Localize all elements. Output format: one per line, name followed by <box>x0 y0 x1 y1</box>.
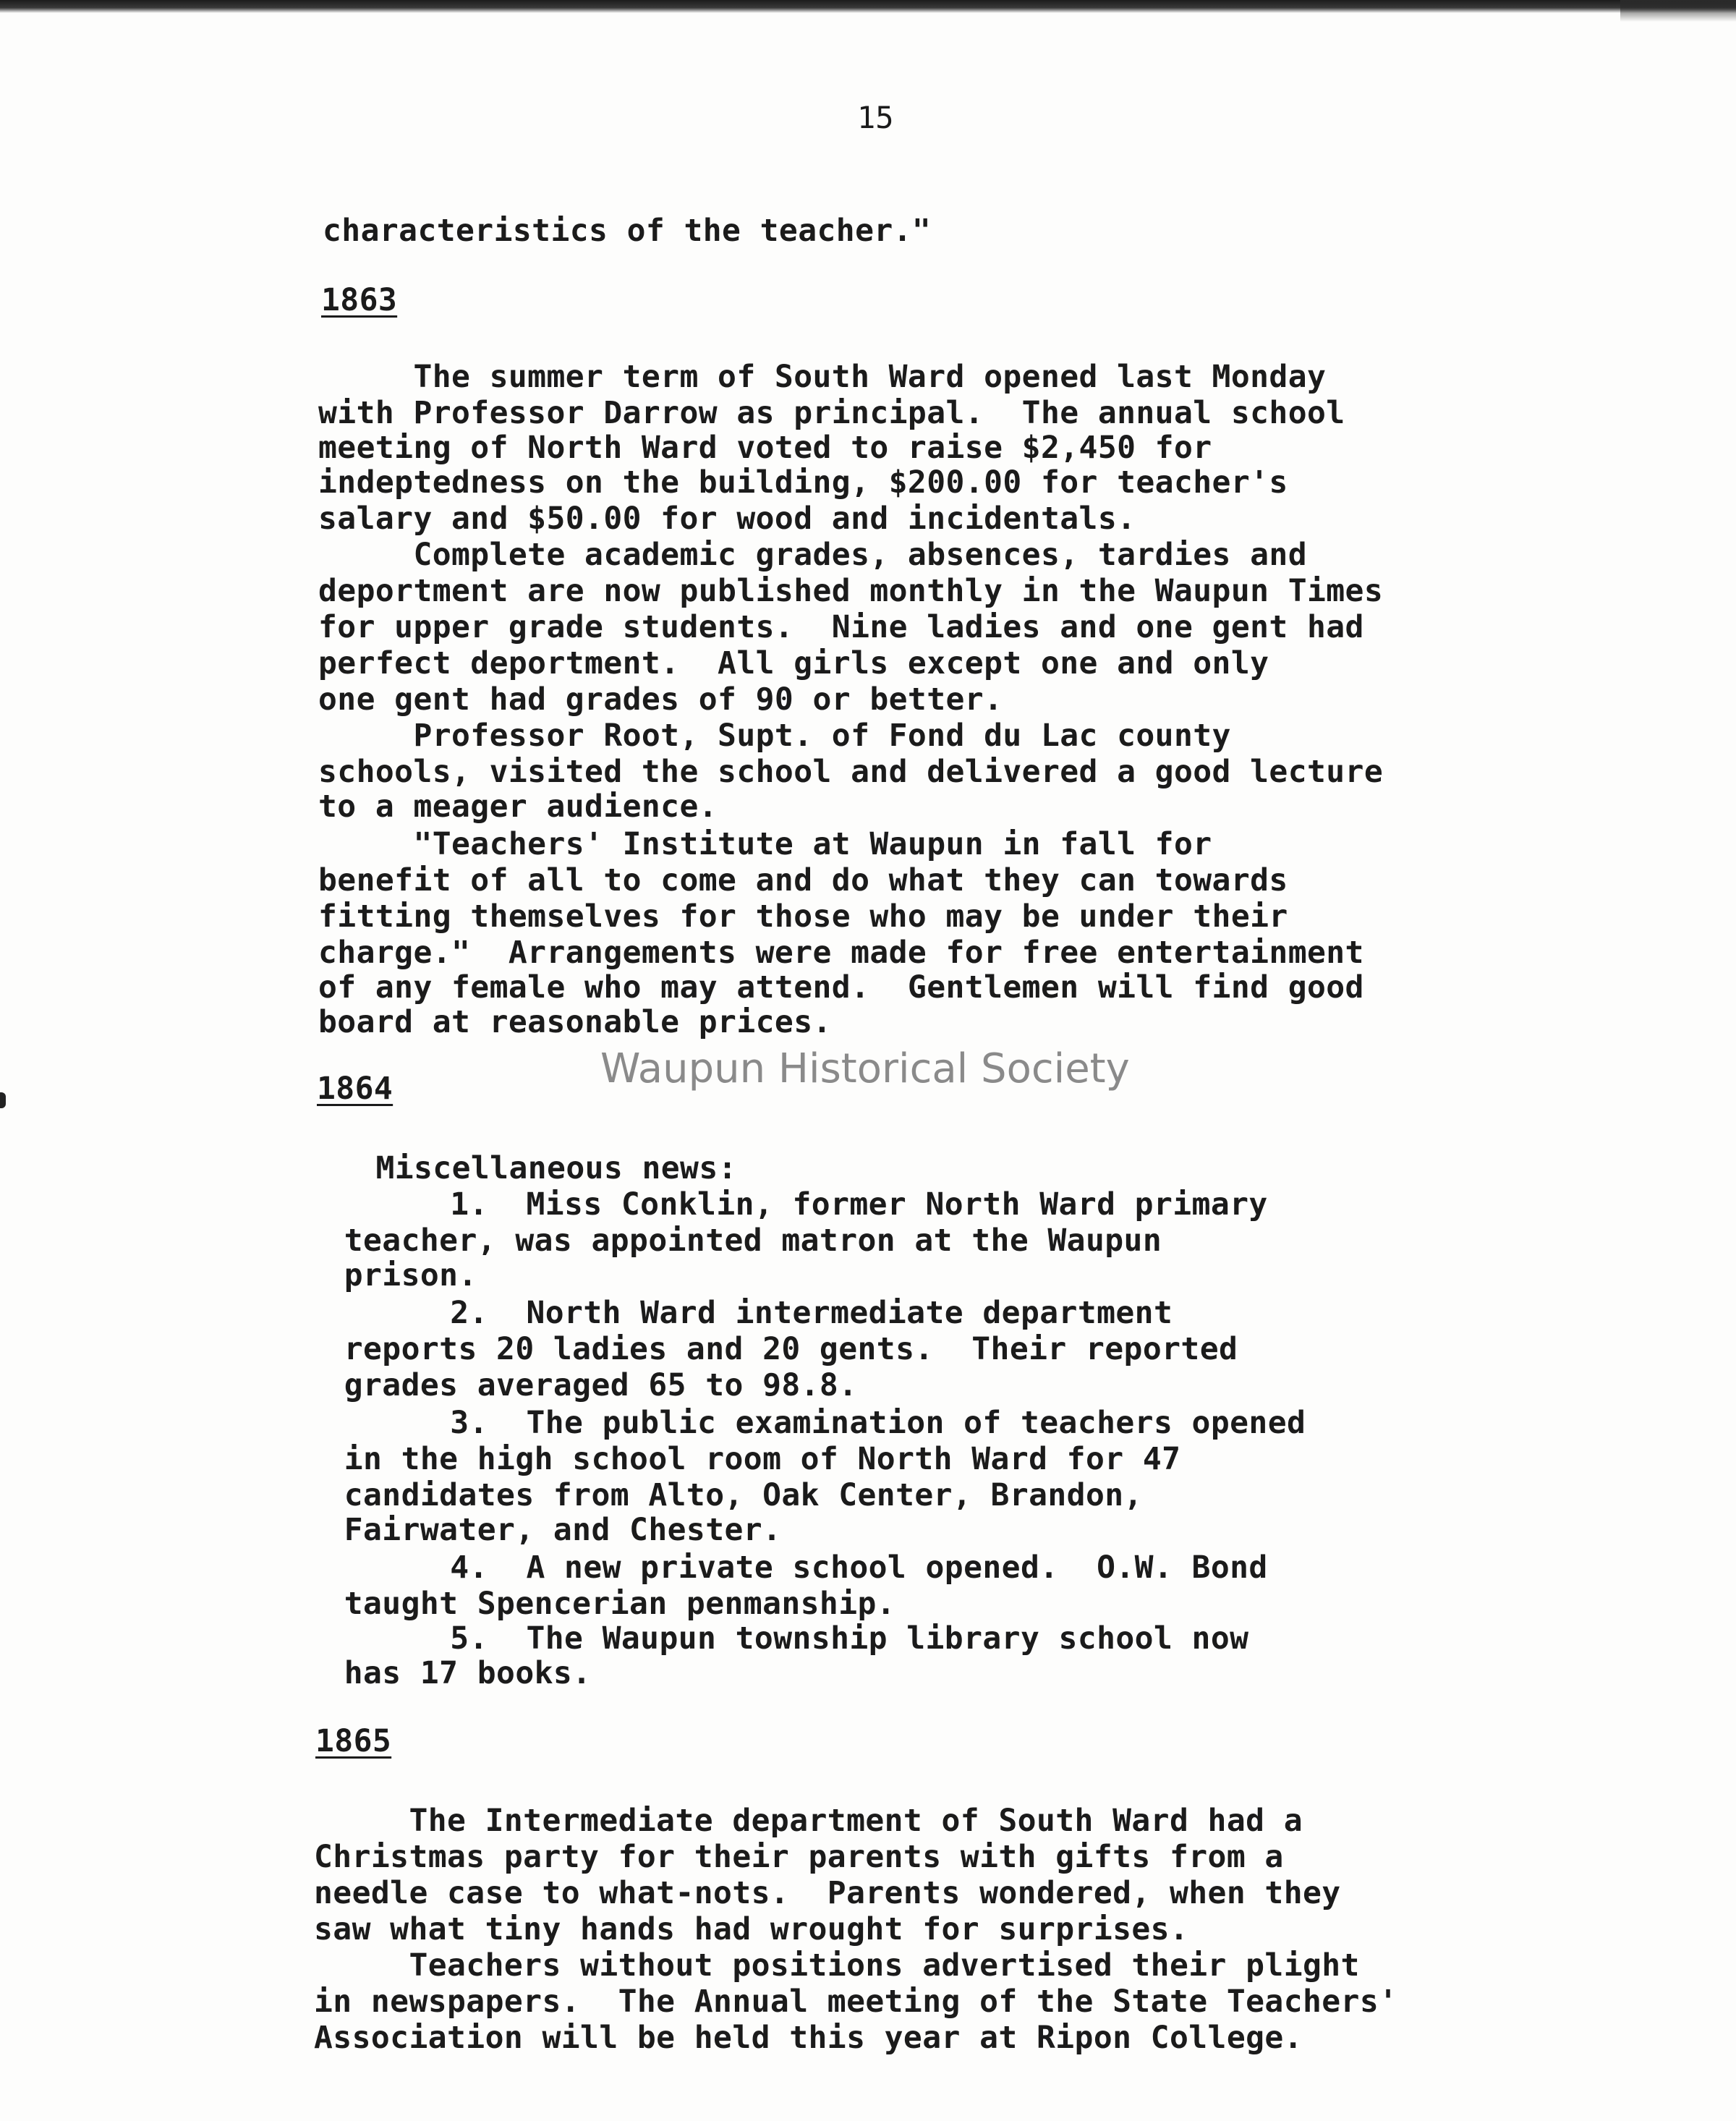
text-line: Miscellaneous news: <box>281 1150 737 1186</box>
text-line: The Intermediate department of South Ward had a <box>314 1803 1303 1839</box>
text-line: The summer term of South Ward opened last Monday <box>318 359 1327 395</box>
text-line: meeting of North Ward voted to raise $2,450 for <box>318 430 1212 466</box>
list-item: 1. Miss Conklin, former North Ward primary <box>298 1186 1268 1223</box>
list-item: has 17 books. <box>230 1655 592 1691</box>
list-item: 4. A new private school opened. O.W. Bond <box>298 1550 1268 1586</box>
text-line: in newspapers. The Annual meeting of the State Teachers' <box>314 1984 1398 2020</box>
text-line: with Professor Darrow as principal. The annual school <box>318 395 1345 431</box>
watermark: Waupun Historical Society <box>600 1045 1130 1092</box>
text-line: one gent had grades of 90 or better. <box>318 681 1003 718</box>
text-line: indeptedness on the building, $200.00 for teacher's <box>318 464 1288 501</box>
list-item: grades averaged 65 to 98.8. <box>230 1367 858 1403</box>
list-item: in the high school room of North Ward for 47 <box>230 1441 1181 1477</box>
text-line: charge." Arrangements were made for free entertainment <box>318 935 1364 971</box>
text-line: to a meager audience. <box>318 789 718 825</box>
list-item: candidates from Alto, Oak Center, Brandon, <box>230 1477 1143 1513</box>
year-heading-1863: 1863 <box>321 282 398 318</box>
scan-edge-shadow <box>0 0 1736 13</box>
text-line: Teachers without positions advertised their plight <box>314 1947 1360 1984</box>
list-item: 2. North Ward intermediate department <box>298 1295 1173 1331</box>
list-item: Fairwater, and Chester. <box>230 1512 782 1548</box>
scan-corner-shadow <box>1620 0 1736 22</box>
text-line: needle case to what-nots. Parents wondered, when they <box>314 1875 1341 1911</box>
text-line: "Teachers' Institute at Waupun in fall for <box>318 826 1212 862</box>
text-line: Professor Root, Supt. of Fond du Lac county <box>318 718 1231 754</box>
text-line: of any female who may attend. Gentlemen will find good <box>318 969 1364 1006</box>
text-line: Christmas party for their parents with gifts from a <box>314 1839 1284 1875</box>
year-heading-1865: 1865 <box>315 1723 392 1759</box>
scan-margin-mark <box>0 1092 6 1108</box>
page-number: 15 <box>857 100 894 135</box>
text-line: salary and $50.00 for wood and incidentals. <box>318 501 1136 537</box>
list-item: 3. The public examination of teachers opened <box>298 1405 1306 1441</box>
text-line: benefit of all to come and do what they can towards <box>318 862 1288 898</box>
list-item: teacher, was appointed matron at the Waupun <box>230 1223 1162 1259</box>
text-line: characteristics of the teacher." <box>323 213 932 249</box>
list-item: 5. The Waupun township library school now <box>298 1620 1249 1657</box>
list-item: taught Spencerian penmanship. <box>230 1586 896 1622</box>
text-line: Complete academic grades, absences, tardies and <box>318 537 1307 573</box>
text-line: deportment are now published monthly in the Waupun Times <box>318 573 1384 609</box>
text-line: fitting themselves for those who may be under their <box>318 898 1288 935</box>
year-heading-1864: 1864 <box>317 1071 393 1107</box>
text-line: for upper grade students. Nine ladies and one gent had <box>318 609 1364 645</box>
list-item: prison. <box>230 1257 477 1293</box>
text-line: Association will be held this year at Ripon College. <box>314 2020 1303 2056</box>
text-line: saw what tiny hands had wrought for surprises. <box>314 1911 1189 1947</box>
text-line: perfect deportment. All girls except one and only <box>318 645 1269 681</box>
text-line: board at reasonable prices. <box>318 1004 832 1040</box>
list-item: reports 20 ladies and 20 gents. Their reported <box>230 1331 1238 1367</box>
text-line: schools, visited the school and delivered a good lecture <box>318 754 1384 790</box>
